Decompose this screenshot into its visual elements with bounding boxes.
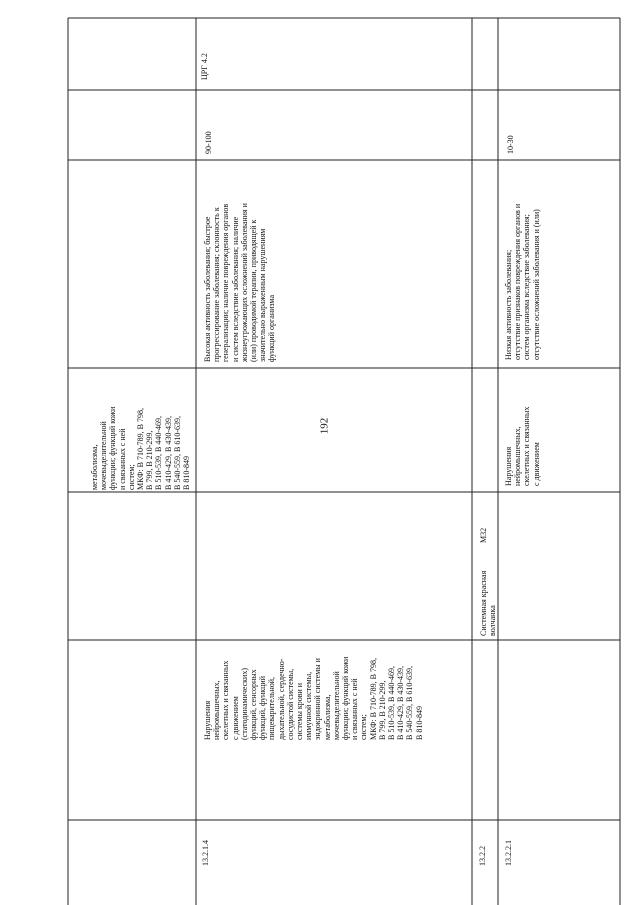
row-13-2-1-4-function: Нарушения нейромышечных, скелетных и связанных с движением (статодинамических) функций, сенсорных функций, функций пищеварительной, дыхательной, сердечно- сосудистой системы, системы крови и иммунной системы, эндокринной системы и метаболизма, мочевыделительной функции; функций кожи и связанных с ней систем; МКФ: В 710-789, В 798, В 799, В 210-299, В 510-539, В 440-469, В 410-429, В 430-439, В 540-559, В 610-639, В 810-849 [203, 656, 424, 740]
row-13-2-2-disease: Системная красная волчанка [479, 570, 498, 636]
row-13-2-2-code: М32 [479, 527, 488, 543]
row-13-2-2-1-function: Нарушения нейромышечных, скелетных и связанных с движением [504, 406, 541, 486]
prev-ref-code: ЦРГ 4.2 [200, 53, 209, 80]
row-13-2-2-1-number: 13.2.2.1 [504, 840, 513, 866]
prev-function-text: метаболизма, мочевыделительной функции; функций кожи и связанных с ней систем; МКФ: В 710-789, В 798, В 799, В 210-299, В 510-539, В 440-469, В 410-429, В 430-439, В 540-559, В 610-639, В 810-849 [90, 406, 192, 490]
row-13-2-1-4-description: Высокая активность заболевания; быстрое прогрессирование заболевания; склонность к генерализации; наличие повреждения органов и систем вследствие заболевания; наличие жизнеугрожающих осложнений заболевания и (или) проводимой терапии, приводящей к значительно выраженным нарушениям функций организма [203, 203, 277, 362]
row-13-2-2-number: 13.2.2 [478, 846, 487, 866]
row-13-2-2-1-percent: 10-30 [506, 135, 515, 154]
row-13-2-2-1-description: Низкая активность заболевания; отсутствие признаков повреждения органов и систем организма вследствие заболевания; отсутствие осложнений заболевания и (или) [504, 203, 541, 360]
page-number: 192 [318, 417, 331, 435]
row-13-2-1-4-number: 13.2.1.4 [201, 840, 210, 866]
row-13-2-1-4-percent: 90-100 [204, 131, 213, 154]
